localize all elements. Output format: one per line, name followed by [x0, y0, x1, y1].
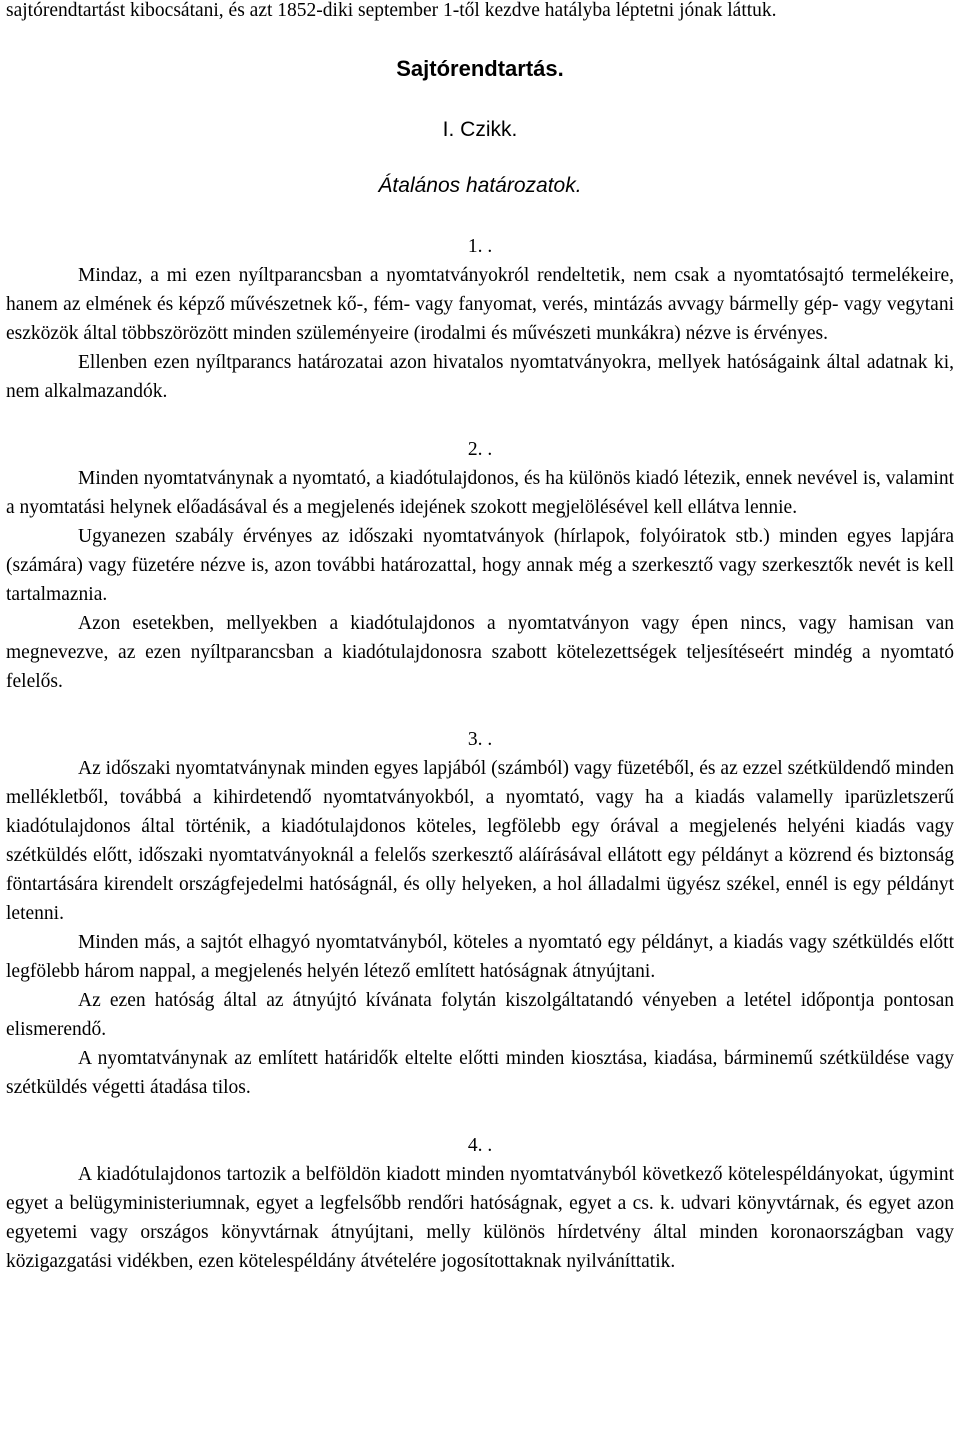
section-number: 1. . — [467, 236, 493, 257]
chapter-subtitle: Átalános határozatok. — [378, 174, 582, 197]
section-1 — [6, 232, 954, 406]
section-3 — [6, 725, 954, 1102]
section-paragraph: Az ezen hatóság által az átnyújtó kívánata folytán kiszolgáltatandó vényeben a letétel időpontja pontosan elismerendő. — [6, 990, 954, 1040]
section-paragraph: Azon esetekben, mellyekben a kiadótulajdonos a nyomtatványon vagy épen nincs, vagy hamisan van megnevezve, az ezen nyíltparancsban a kiadótulajdonosra szabott kötelezettségek teljesítéseért mindég a nyomtató felelős. — [6, 613, 954, 692]
section-4 — [6, 1131, 954, 1276]
section-number: 3. . — [467, 729, 493, 750]
section-number: 2. . — [467, 439, 493, 460]
chapter-heading: I. Czikk. — [442, 118, 518, 141]
section-number: 4. . — [467, 1135, 493, 1156]
document-page — [6, 0, 954, 1276]
section-paragraph: Mindaz, a mi ezen nyíltparancsban a nyomtatványokról rendeltetik, nem csak a nyomtatósajtó termelékeire, hanem az elmének és képző művészetnek kő-, fém- vagy fanyomat, verés, mintázás avvagy bármelly gép- vagy vegytani eszközök által többszörözött minden szüleményeire (irodalmi és művészeti munkákra) nézve is érvényes. — [6, 265, 954, 344]
section-paragraph: A nyomtatványnak az említett határidők eltelte előtti minden kiosztása, kiadása, bárminemű szétküldése vagy szétküldés végetti átadása tilos. — [6, 1048, 954, 1098]
section-paragraph: Ugyanezen szabály érvényes az időszaki nyomtatványok (hírlapok, folyóiratok stb.) minden egyes lapjára (számára) vagy füzetére nézve is, azon további határozattal, hogy annak még a szerkesztő vagy szerkesztők nevét is kell tartalmaznia. — [6, 526, 954, 605]
section-paragraph: Minden nyomtatványnak a nyomtató, a kiadótulajdonos, és ha különös kiadó létezik, ennek nevével is, valamint a nyomtatási helynek előadásával és a megjelenés idejének szokott megjelölésével kell ellátva lennie. — [6, 468, 954, 518]
section-paragraph: Minden más, a sajtót elhagyó nyomtatványból, köteles a nyomtató egy példányt, a kiadás vagy szétküldés előtt legfölebb három nappal, a megjelenés helyén létező említett hatóságnak átnyújtani. — [6, 932, 954, 982]
document-title: Sajtórendtartás. — [396, 56, 564, 81]
section-paragraph: Ellenben ezen nyíltparancs határozatai azon hivatalos nyomtatványokra, mellyek hatóságaink által adatnak ki, nem alkalmazandók. — [6, 352, 954, 402]
intro-paragraph: sajtórendtartást kibocsátani, és azt 1852-diki september 1-től kezdve hatályba léptetni jónak láttuk. — [6, 0, 777, 21]
section-2 — [6, 435, 954, 696]
section-paragraph: Az időszaki nyomtatványnak minden egyes lapjából (számból) vagy füzetéből, és az ezzel szétküldendő minden mellékletből, továbbá a kihirdetendő nyomtatványokból, a nyomtató, vagy ha a kiadás valamelly iparüzletszerű kiadótulajdonos által történik, a kiadótulajdonos köteles, legfölebb egy órával a megjelenés helyéni kiadás vagy szétküldés előtt, időszaki nyomtatványoknál a felelős szerkesztő aláírásával ellátott egy példányt a közrend és biztonság föntartására kirendelt országfejedelmi hatóságnál, és olly helyeken, a hol álladalmi ügyész székel, ennél is egy példányt letenni. — [6, 758, 954, 924]
section-paragraph: A kiadótulajdonos tartozik a belföldön kiadott minden nyomtatványból következő kötelespéldányokat, úgymint egyet a belügyministeriumnak, egyet a legfelsőbb rendőri hatóságnak, egyet a cs. k. udvari könyvtárnak, és egyet azon egyetemi vagy országos könyvtárnak átnyújtani, melly különös hírdetvény által minden koronaországban vagy közigazgatási vidékben, ezen kötelespéldány átvételére jogosítottaknak nyilváníttatik. — [6, 1164, 954, 1272]
